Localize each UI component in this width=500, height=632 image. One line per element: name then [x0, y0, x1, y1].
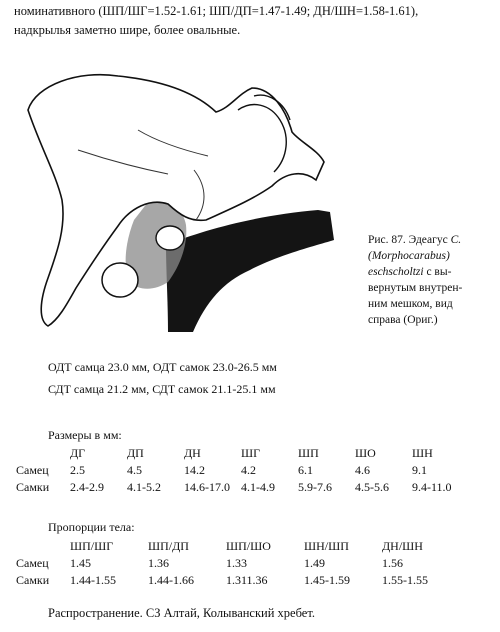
column-header: ШО	[355, 446, 376, 460]
table-cell: 4.1-4.9	[241, 480, 275, 494]
column-header: ШП/ШГ	[70, 539, 114, 553]
distribution-line: Распространение. СЗ Алтай, Колыванский хребет.	[48, 606, 315, 620]
aedeagus-illustration	[18, 70, 358, 340]
table-cell: 5.9-7.6	[298, 480, 332, 494]
table-cell: 14.2	[184, 463, 205, 477]
intro-line-1: номинативного (ШП/ШГ=1.52-1.61; ШП/ДП=1.47-1.49; ДН/ШН=1.58-1.61),	[14, 4, 419, 18]
table-cell: 9.4-11.0	[412, 480, 452, 494]
sdt-line: СДТ самца 21.2 мм, СДТ самок 21.1-25.1 мм	[48, 382, 276, 396]
table-cell: 2.4-2.9	[70, 480, 104, 494]
caption-line: Рис. 87. Эдеагус C.	[368, 234, 462, 246]
round-lobe-1	[102, 263, 138, 297]
column-header: ШН/ШП	[304, 539, 349, 553]
column-header: ШП/ДП	[148, 539, 189, 553]
proportions-table	[16, 539, 460, 590]
table-cell: 1.311.36	[226, 573, 268, 587]
figure-caption	[368, 232, 492, 328]
column-header: ШП	[298, 446, 319, 460]
caption-line: eschscholtzi с вы-	[368, 266, 452, 278]
row-label: Самец	[16, 556, 49, 570]
table-cell: 4.6	[355, 463, 370, 477]
table-cell: 4.2	[241, 463, 256, 477]
column-header: ШН	[412, 446, 433, 460]
table-cell: 9.1	[412, 463, 427, 477]
table-cell: 1.56	[382, 556, 403, 570]
table-header-row	[16, 539, 460, 556]
intro-line-2: надкрылья заметно шире, более овальные.	[14, 23, 241, 37]
sizes-table	[16, 446, 469, 497]
proportions-heading: Пропорции тела:	[48, 520, 135, 534]
table-cell: 4.5-5.6	[355, 480, 389, 494]
row-label: Самец	[16, 463, 49, 477]
table-row	[16, 573, 460, 590]
column-header: ШГ	[241, 446, 261, 460]
table-cell: 1.44-1.55	[70, 573, 116, 587]
table-cell: 1.44-1.66	[148, 573, 194, 587]
table-cell: 1.36	[148, 556, 169, 570]
body-length-block	[48, 356, 277, 400]
table-cell: 4.5	[127, 463, 142, 477]
everted-sac-dark	[166, 210, 334, 332]
table-cell: 2.5	[70, 463, 85, 477]
table-cell: 1.49	[304, 556, 325, 570]
row-label: Самки	[16, 480, 50, 494]
caption-line: (Morphocarabus)	[368, 250, 450, 262]
column-header: ДП	[127, 446, 144, 460]
caption-line: справа (Ориг.)	[368, 314, 438, 326]
intro-paragraph	[14, 2, 494, 40]
caption-line: ним мешком, вид	[368, 298, 453, 310]
table-cell: 6.1	[298, 463, 313, 477]
caption-line: вернутым внутрен-	[368, 282, 463, 294]
column-header: ДН	[184, 446, 201, 460]
sizes-heading: Размеры в мм:	[48, 428, 122, 442]
table-header-row	[16, 446, 469, 463]
table-cell: 1.45	[70, 556, 91, 570]
table-cell: 4.1-5.2	[127, 480, 161, 494]
column-header: ДГ	[70, 446, 86, 460]
round-lobe-2	[156, 226, 184, 250]
table-cell: 1.45-1.59	[304, 573, 350, 587]
table-row	[16, 480, 469, 497]
table-cell: 1.55-1.55	[382, 573, 428, 587]
table-row	[16, 556, 460, 573]
table-row	[16, 463, 469, 480]
odt-line: ОДТ самца 23.0 мм, ОДТ самок 23.0-26.5 мм	[48, 360, 277, 374]
table-cell: 1.33	[226, 556, 247, 570]
table-cell: 14.6-17.0	[184, 480, 230, 494]
column-header: ДН/ШН	[382, 539, 423, 553]
column-header: ШП/ШО	[226, 539, 271, 553]
row-label: Самки	[16, 573, 50, 587]
